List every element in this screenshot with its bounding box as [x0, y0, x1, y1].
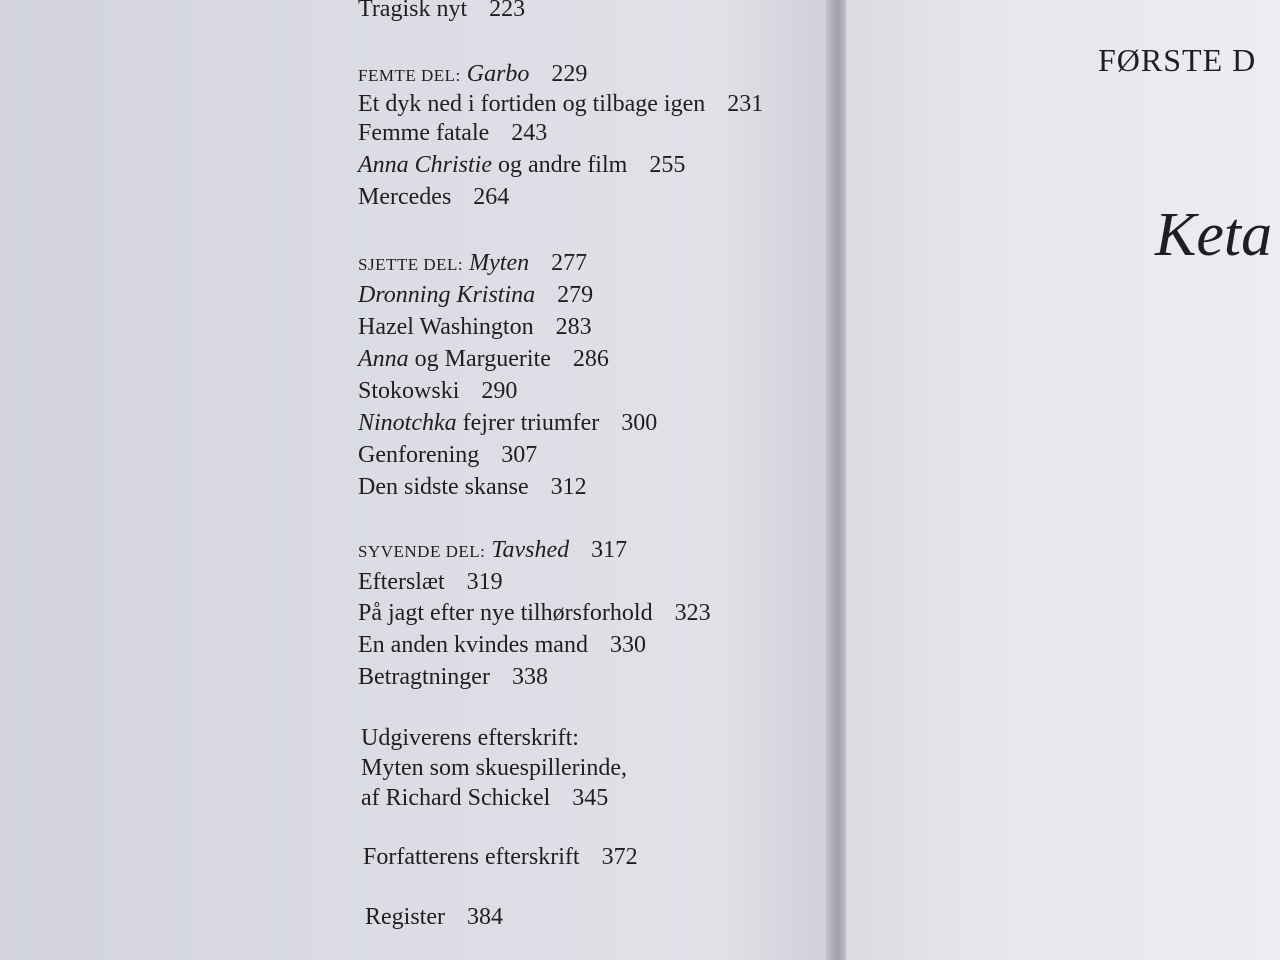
chapter-title-right: Keta — [1155, 201, 1273, 269]
publisher-afterword-line1 — [361, 723, 579, 753]
toc-entry-title: af Richard Schickel — [361, 785, 551, 811]
toc-entry-title-italic: Ninotchka — [358, 410, 457, 436]
toc-entry-title: og andre film — [498, 152, 628, 178]
toc-entry-title: Femme fatale — [358, 120, 490, 146]
part-title: Tavshed — [491, 537, 570, 563]
toc-entry — [358, 567, 503, 597]
toc-entry-title-italic: Dronning Kristina — [358, 282, 536, 308]
toc-entry-title: Efterslæt — [358, 569, 445, 595]
toc-entry-page: 345 — [572, 785, 609, 811]
toc-entry-title: En anden kvindes mand — [358, 632, 588, 658]
toc-entry — [358, 376, 517, 406]
toc-entry-title: Stokowski — [358, 378, 460, 404]
publisher-afterword-line2 — [361, 753, 627, 783]
toc-entry-page: 300 — [621, 410, 658, 436]
toc-entry-title: Tragisk nyt — [358, 0, 468, 22]
toc-entry-page: 286 — [572, 346, 609, 372]
toc-entry-page: 312 — [550, 474, 587, 500]
toc-entry-title: Udgiverens efterskrift: — [361, 725, 579, 751]
toc-entry — [358, 408, 657, 438]
toc-entry-title: På jagt efter nye tilhørsforhold — [358, 600, 653, 626]
toc-entry — [358, 0, 525, 24]
toc-entry-page: 223 — [489, 0, 526, 22]
toc-entry — [358, 440, 537, 470]
toc-entry-page: 255 — [649, 152, 686, 178]
toc-entry — [358, 472, 587, 502]
part-label: SJETTE DEL: — [358, 255, 464, 274]
toc-entry-title: Hazel Washington — [358, 314, 534, 340]
register-entry — [365, 902, 503, 932]
toc-entry-title: Register — [365, 904, 445, 930]
toc-entry-page: 319 — [466, 569, 503, 595]
toc-entry-page: 330 — [609, 632, 646, 658]
toc-entry-title: Myten som skuespillerinde, — [361, 755, 627, 781]
toc-entry-page: 323 — [674, 600, 711, 626]
part-page: 317 — [591, 537, 628, 563]
part-page: 277 — [551, 250, 588, 276]
toc-entry-page: 283 — [555, 314, 592, 340]
right-page — [846, 0, 1280, 960]
toc-entry — [358, 118, 547, 148]
toc-entry-page: 290 — [481, 378, 518, 404]
part-label: SYVENDE DEL: — [358, 542, 486, 561]
part-heading-6 — [358, 248, 587, 280]
publisher-afterword-line3 — [361, 783, 608, 813]
toc-entry-title: fejrer triumfer — [462, 410, 600, 436]
toc-entry — [358, 182, 509, 212]
toc-entry — [358, 89, 763, 119]
toc-entry — [358, 344, 609, 374]
toc-entry-title: Betragtninger — [358, 664, 490, 690]
toc-entry-page: 307 — [501, 442, 538, 468]
author-afterword — [363, 842, 638, 872]
toc-entry-page: 231 — [727, 91, 764, 117]
toc-entry — [358, 598, 711, 628]
toc-entry-title: Et dyk ned i fortiden og tilbage igen — [358, 91, 706, 117]
toc-entry — [358, 280, 593, 310]
toc-entry-title-italic: Anna Christie — [358, 152, 493, 178]
part-heading-5 — [358, 59, 587, 91]
toc-entry-page: 279 — [557, 282, 594, 308]
part-heading-7 — [358, 535, 627, 567]
part-title: Garbo — [466, 61, 530, 87]
toc-entry — [358, 630, 646, 660]
toc-entry-page: 372 — [601, 844, 638, 870]
toc-entry-page: 338 — [511, 664, 548, 690]
toc-entry-title: og Marguerite — [414, 346, 551, 372]
part-label: FEMTE DEL: — [358, 66, 461, 85]
toc-entry-title: Genforening — [358, 442, 480, 468]
toc-entry-page: 384 — [466, 904, 503, 930]
toc-entry — [358, 312, 592, 342]
toc-entry-title: Den sidste skanse — [358, 474, 529, 500]
toc-entry-page: 243 — [511, 120, 548, 146]
toc-entry-title: Mercedes — [358, 184, 452, 210]
toc-entry-title: Forfatterens efterskrift — [363, 844, 580, 870]
part-heading-right: FØRSTE D — [1098, 42, 1257, 78]
toc-entry-title-italic: Anna — [358, 346, 409, 372]
toc-entry — [358, 662, 548, 692]
part-title: Myten — [469, 250, 530, 276]
part-page: 229 — [551, 61, 588, 87]
toc-entry-page: 264 — [473, 184, 510, 210]
toc-entry — [358, 150, 685, 180]
